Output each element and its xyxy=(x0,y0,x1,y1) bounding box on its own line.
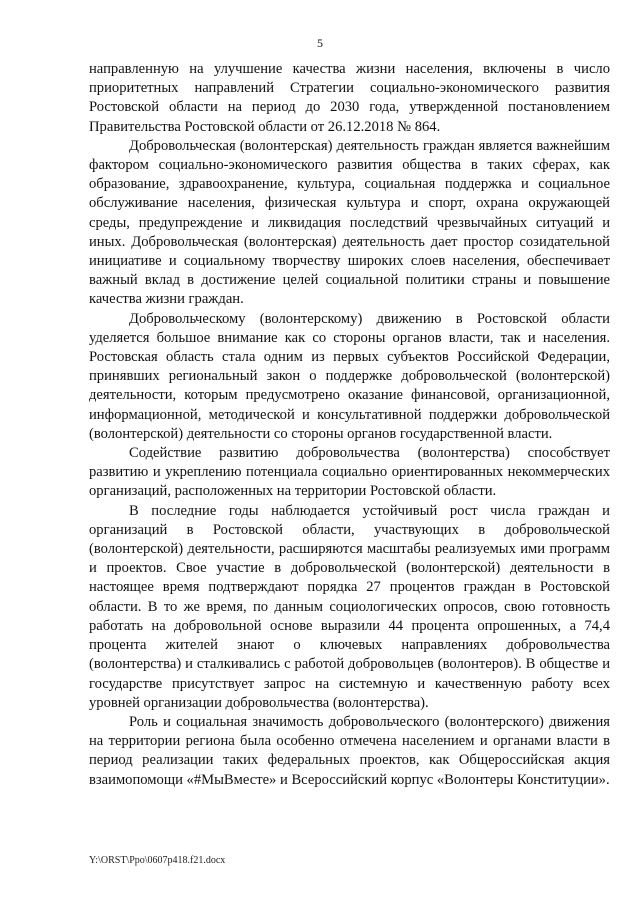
document-body xyxy=(89,60,610,790)
paragraph-4: Содействие развитию добровольчества (волонтерства) способствует развитию и укреплению потенциала социально ориентированных некоммерческих организаций, расположенных на территории Ростовской области. xyxy=(89,445,610,500)
paragraph-1-continuation: направленную на улучшение качества жизни населения, включены в число приоритетных направлений Стратегии социально-экономического развития Ростовской области на период до 2030 года, утвержденной постановлением Правительства Ростовской области от 26.12.2018 № 864. xyxy=(89,61,610,135)
paragraph-2: Добровольческая (волонтерская) деятельность граждан является важнейшим фактором социально-экономического развития общества в таких сферах, как образование, здравоохранение, культура, социальная поддержка и социальное обслуживание населения, физическая культура и спорт, охрана окружающей среды, предупреждение и ликвидация последствий чрезвычайных ситуаций и иных. Добровольческая (волонтерская) деятельность дает простор созидательной инициативе и социальному творчеству широких слоев населения, обеспечивает важный вклад в достижение целей социальной политики страны и повышение качества жизни граждан. xyxy=(89,137,610,308)
footer-file-path: Y:\ORST\Ppo\0607p418.f21.docx xyxy=(89,855,226,866)
paragraph-3: Добровольческому (волонтерскому) движению в Ростовской области уделяется большое внимание как со стороны органов власти, так и населения. Ростовская область стала одним из первых субъектов Российской Федерации, принявших региональный закон о поддержке добровольческой (волонтерской) деятельности, которым предусмотрено оказание финансовой, организационной, информационной, методической и консультативной поддержки добровольческой (волонтерской) деятельности со стороны органов государственной власти. xyxy=(89,310,610,442)
paragraph-6: Роль и социальная значимость добровольческого (волонтерского) движения на территории региона была особенно отмечена населением и органами власти в период реализации таких федеральных проектов, как Общероссийская акция взаимопомощи «#МыВместе» и Всероссийский корпус «Волонтеры Конституции». xyxy=(89,713,610,788)
page-number: 5 xyxy=(317,36,323,50)
paragraph-5: В последние годы наблюдается устойчивый рост числа граждан и организаций в Ростовской области, участвующих в добровольческой (волонтерской) деятельности, расширяются масштабы реализуемых ими программ и проектов. Свое участие в добровольческой (волонтерской) деятельности в настоящее время подтверждают порядка 27 процентов граждан в Ростовской области. В то же время, по данным социологических опросов, свою готовность работать на добровольной основе выразили 44 процента опрошенных, а 74,4 процента жителей знают о ключевых направлениях добровольчества (волонтерства) и сталкивались с работой добровольцев (волонтеров). В обществе и государстве присутствует запрос на системную и качественную работу всех уровней организации добровольчества (волонтерства). xyxy=(89,502,610,711)
